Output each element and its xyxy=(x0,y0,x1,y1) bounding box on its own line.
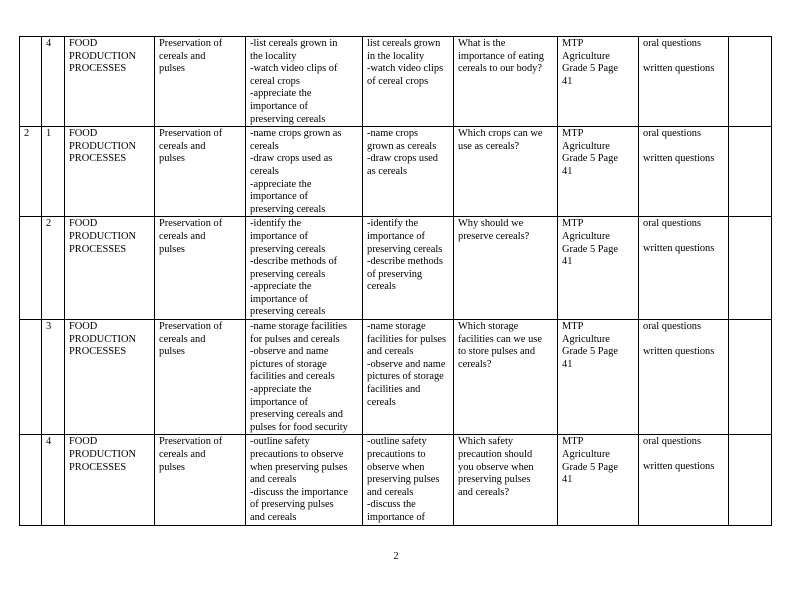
scheme-of-work-table xyxy=(19,36,772,526)
learning-experiences-cell: -identify the importance of preserving cereals -describe methods of preserving cereals xyxy=(363,217,454,320)
remarks-cell xyxy=(729,127,772,217)
remarks-cell xyxy=(729,37,772,127)
assessment-cell: oral questions written questions xyxy=(639,217,729,320)
key-inquiry-cell: Which storage facilities can we use to store pulses and cereals? xyxy=(454,320,558,435)
resources-cell: MTP Agriculture Grade 5 Page 41 xyxy=(558,37,639,127)
learning-outcomes-cell: -identify the importance of preserving cereals -describe methods of preserving cereals -appreciate the importance of preserving cereals xyxy=(246,217,363,320)
week-cell xyxy=(20,217,42,320)
strand-cell: FOOD PRODUCTION PROCESSES xyxy=(65,37,155,127)
lesson-cell: 4 xyxy=(42,37,65,127)
key-inquiry-cell: Which crops can we use as cereals? xyxy=(454,127,558,217)
table-row xyxy=(20,435,772,525)
week-cell xyxy=(20,320,42,435)
key-inquiry-cell: Which safety precaution should you observe when preserving pulses and cereals? xyxy=(454,435,558,525)
learning-outcomes-cell: -outline safety precautions to observe when preserving pulses and cereals -discuss the importance of preserving pulses and cereals xyxy=(246,435,363,525)
resources-cell: MTP Agriculture Grade 5 Page 41 xyxy=(558,217,639,320)
assessment-cell: oral questions written questions xyxy=(639,37,729,127)
key-inquiry-cell: Why should we preserve cereals? xyxy=(454,217,558,320)
resources-cell: MTP Agriculture Grade 5 Page 41 xyxy=(558,320,639,435)
sub-strand-cell: Preservation of cereals and pulses xyxy=(155,435,246,525)
strand-cell: FOOD PRODUCTION PROCESSES xyxy=(65,320,155,435)
table-row xyxy=(20,37,772,127)
week-cell xyxy=(20,435,42,525)
learning-experiences-cell: -outline safety precautions to observe when preserving pulses and cereals -discuss the importance of xyxy=(363,435,454,525)
strand-cell: FOOD PRODUCTION PROCESSES xyxy=(65,217,155,320)
learning-outcomes-cell: -name crops grown as cereals -draw crops used as cereals -appreciate the importance of preserving cereals xyxy=(246,127,363,217)
remarks-cell xyxy=(729,435,772,525)
resources-cell: MTP Agriculture Grade 5 Page 41 xyxy=(558,435,639,525)
lesson-cell: 3 xyxy=(42,320,65,435)
resources-cell: MTP Agriculture Grade 5 Page 41 xyxy=(558,127,639,217)
sub-strand-cell: Preservation of cereals and pulses xyxy=(155,217,246,320)
learning-experiences-cell: list cereals grown in the locality -watch video clips of cereal crops xyxy=(363,37,454,127)
page-number: 2 xyxy=(393,551,399,562)
strand-cell: FOOD PRODUCTION PROCESSES xyxy=(65,435,155,525)
sub-strand-cell: Preservation of cereals and pulses xyxy=(155,37,246,127)
table-row xyxy=(20,320,772,435)
table-row xyxy=(20,217,772,320)
table-row xyxy=(20,127,772,217)
remarks-cell xyxy=(729,320,772,435)
week-cell: 2 xyxy=(20,127,42,217)
learning-experiences-cell: -name crops grown as cereals -draw crops used as cereals xyxy=(363,127,454,217)
key-inquiry-cell: What is the importance of eating cereals to our body? xyxy=(454,37,558,127)
sub-strand-cell: Preservation of cereals and pulses xyxy=(155,320,246,435)
learning-experiences-cell: -name storage facilities for pulses and cereals -observe and name pictures of storage facilities and cereals xyxy=(363,320,454,435)
strand-cell: FOOD PRODUCTION PROCESSES xyxy=(65,127,155,217)
week-cell xyxy=(20,37,42,127)
lesson-cell: 4 xyxy=(42,435,65,525)
learning-outcomes-cell: -list cereals grown in the locality -watch video clips of cereal crops -appreciate the importance of preserving cereals xyxy=(246,37,363,127)
learning-outcomes-cell: -name storage facilities for pulses and cereals -observe and name pictures of storage facilities and cereals -appreciate the importance of preserving cereals and pulses for food security xyxy=(246,320,363,435)
sub-strand-cell: Preservation of cereals and pulses xyxy=(155,127,246,217)
lesson-cell: 2 xyxy=(42,217,65,320)
lesson-cell: 1 xyxy=(42,127,65,217)
assessment-cell: oral questions written questions xyxy=(639,320,729,435)
assessment-cell: oral questions written questions xyxy=(639,127,729,217)
assessment-cell: oral questions written questions xyxy=(639,435,729,525)
remarks-cell xyxy=(729,217,772,320)
